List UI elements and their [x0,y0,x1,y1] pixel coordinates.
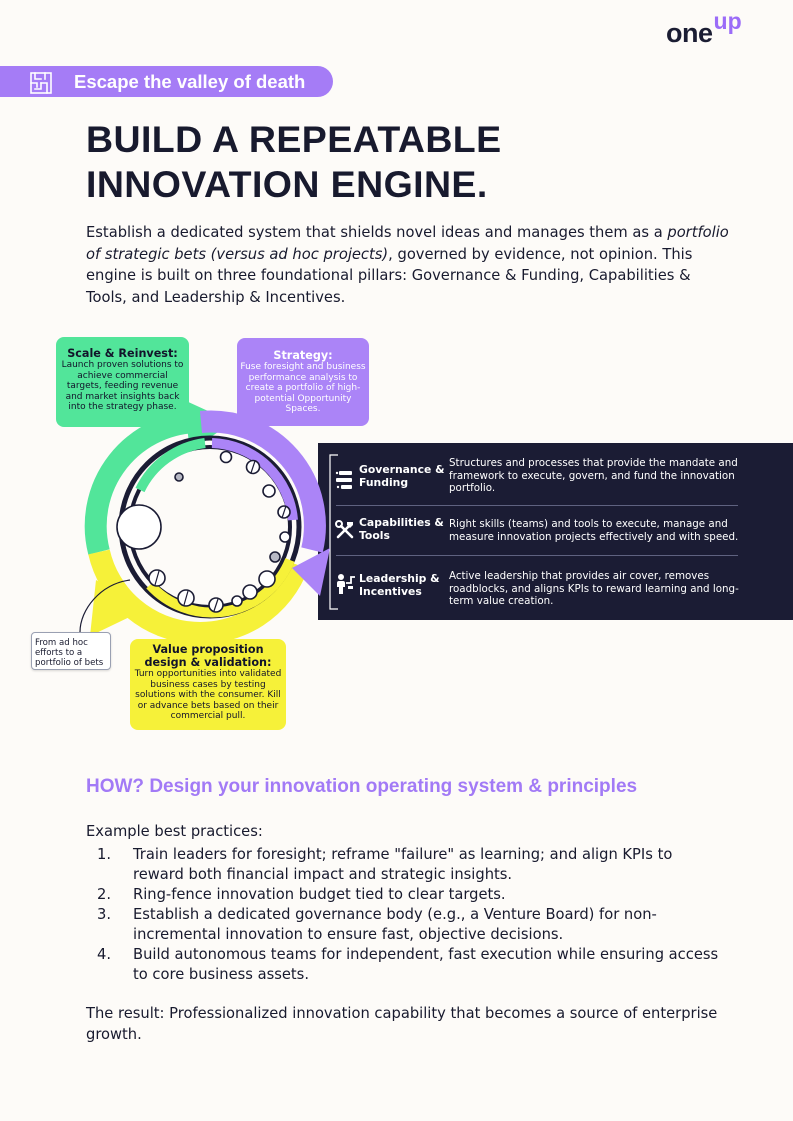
list-number: 3. [97,906,112,923]
pillar-name-line: Governance & [359,463,445,476]
pillar-divider [336,505,738,506]
intro-paragraph [86,222,736,308]
intro-emphasis: portfolio of strategic bets (versus ad hoc projects) [86,224,729,263]
list-item [86,885,726,905]
card-scale-reinvest [56,337,189,427]
banner-text: Escape the valley of death [74,71,306,92]
card-strategy-title: Strategy: [273,349,333,362]
callout-note: From ad hoc efforts to a portfolio of bets [31,632,111,670]
logo-text-up: up [713,8,742,34]
card-value-text: Turn opportunities into validated business cases by testing solutions with the consumer. Kill or advance bets based on their commercial pull. [134,669,282,722]
logo-text-one: one [666,18,713,48]
pillar-desc-leadership: Active leadership that provides air cover, removes roadblocks, and aligns KPIs to reward learning and long-term value creation. [449,570,739,608]
pillar-name-line: Tools [359,528,390,542]
title-line-1: BUILD A REPEATABLE [86,118,502,160]
intro-text-2: , governed by evidence, not opinion. This engine is built on three foundational pillars: Governance & Funding, Capabilities & Tools, and Leadership & Incentives. [86,245,693,306]
list-number: 1. [97,846,112,863]
card-value-proposition [130,639,286,730]
page-title [86,117,502,207]
list-number: 4. [97,946,112,963]
title-line-2: INNOVATION ENGINE. [86,163,488,205]
list-text: Train leaders for foresight; reframe "failure" as learning; and align KPIs to reward both financial impact and strategic insights. [133,846,673,883]
list-text: Establish a dedicated governance body (e.g., a Venture Board) for non-incremental innovation to ensure fast, objective decisions. [133,906,657,943]
how-heading: HOW? Design your innovation operating system & principles [86,776,638,797]
pillar-name-leadership [359,573,440,599]
pillars-panel [318,443,793,620]
pillar-desc-capabilities: Right skills (teams) and tools to execute, manage and measure innovation projects effectively and with speed. [449,518,739,543]
maze-icon [29,71,53,95]
callout-pointer [60,570,140,640]
pillar-divider [336,555,738,556]
card-strategy-text: Fuse foresight and business performance analysis to create a portfolio of high-potential Opportunity Spaces. [240,362,366,415]
result-paragraph: The result: Professionalized innovation capability that becomes a source of enterprise growth. [86,1005,718,1043]
list-text: Build autonomous teams for independent, fast execution while ensuring access to core business assets. [133,946,719,983]
list-item [86,905,726,945]
pillar-name-capabilities [359,517,444,543]
card-strategy [237,338,369,426]
practices-list [86,845,726,985]
pillar-name-line: Leadership & [359,572,440,585]
list-item [86,945,726,985]
pillar-name-line: Funding [359,475,409,489]
pillar-name-line: Capabilities & [359,516,444,529]
intro-text-1: Establish a dedicated system that shields novel ideas and manages them as a [86,224,668,241]
list-item [86,845,726,885]
list-number: 2. [97,886,112,903]
card-value-title: Value proposition design & validation: [144,643,272,669]
pillar-name-governance [359,464,445,490]
pillar-desc-governance: Structures and processes that provide the mandate and framework to execute, govern, and fund the innovation portfolio. [449,457,738,495]
card-scale-title: Scale & Reinvest: [67,347,178,360]
oneup-logo [666,8,742,49]
pillar-name-line: Incentives [359,584,422,598]
list-text: Ring-fence innovation budget tied to clear targets. [133,886,506,903]
card-scale-text: Launch proven solutions to achieve commercial targets, feeding revenue and market insights back into the strategy phase. [61,360,184,413]
practices-title: Example best practices: [86,823,263,840]
